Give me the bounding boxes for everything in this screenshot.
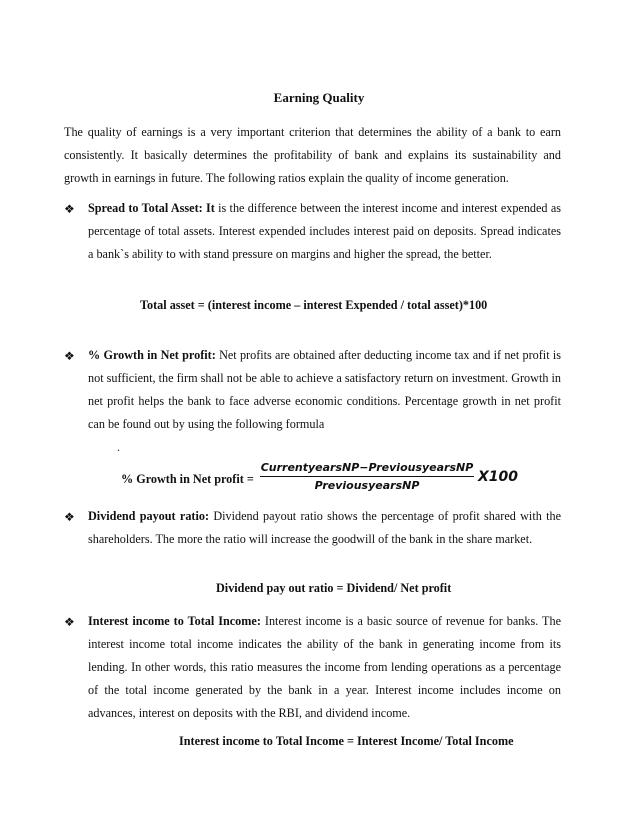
fraction-bar [260, 476, 474, 477]
bullet-interest-heading: Interest income to Total Income: [88, 614, 261, 628]
intro-paragraph: The quality of earnings is a very important criterion that determines the ability of a bank to earn consistently. It basically determines the profitability of bank and explains its sustainability and growth in earnings in future. The following ratios explain the quality of income generation. [64, 125, 561, 185]
bullet-interest [64, 610, 561, 725]
bullet-spread [64, 197, 561, 266]
bullet-growth-body [88, 344, 561, 436]
diamond-bullet-icon: ❖ [64, 615, 75, 629]
page-title: Earning Quality [273, 90, 365, 105]
fraction-denominator: PreviousyearsNP [314, 479, 420, 492]
bullet-dividend-body [88, 505, 561, 551]
bullet-dividend-heading: Dividend payout ratio: [88, 509, 210, 523]
bullet-growth-text: Net profits are obtained after deducting income tax and if net profit is not sufficient, the firm shall not be able to achieve a satisfactory return on investment. Growth in net profit helps the bank to face adverse economic conditions. Percentage growth in net profit can be found out by using the following formula [88, 348, 561, 431]
growth-multiplier: X100 [478, 469, 519, 485]
bullet-spread-heading: Spread to Total Asset: It [88, 201, 215, 215]
bullet-dividend [64, 505, 561, 551]
stray-dot: . [117, 440, 120, 454]
bullet-interest-text: Interest income is a basic source of revenue for banks. The interest income total income indicates the ability of the bank in generating income from its lending. In other words, this ratio measures the income from lending operations as a percentage of the total income generated by the bank in a year. Interest income includes income on advances, interest on deposits with the RBI, and dividend income. [88, 614, 561, 720]
bullet-dividend-text: Dividend payout ratio shows the percentage of profit shared with the shareholders. The more the ratio will increase the goodwill of the bank in the share market. [88, 509, 561, 546]
spread-formula: Total asset = (interest income – interest Expended / total asset)*100 [140, 298, 488, 312]
bullet-growth-heading: % Growth in Net profit: [88, 348, 216, 362]
growth-fraction [260, 461, 474, 492]
diamond-bullet-icon: ❖ [64, 349, 75, 363]
growth-formula-label: % Growth in Net profit = [121, 472, 254, 486]
diamond-bullet-icon: ❖ [64, 202, 75, 216]
bullet-spread-text: is the difference between the interest income and interest expended as percentage of total assets. Interest expended includes interest paid on deposits. Spread indicates a bank`s ability to with stand pressure on margins and higher the spread, the better. [88, 201, 561, 261]
bullet-spread-body [88, 197, 561, 266]
bullet-interest-body [88, 610, 561, 725]
interest-formula: Interest income to Total Income = Interest Income/ Total Income [179, 734, 514, 748]
bullet-growth [64, 344, 561, 436]
dividend-formula: Dividend pay out ratio = Dividend/ Net profit [216, 581, 452, 595]
diamond-bullet-icon: ❖ [64, 510, 75, 524]
fraction-numerator: CurrentyearsNP−PreviousyearsNP [260, 461, 474, 474]
